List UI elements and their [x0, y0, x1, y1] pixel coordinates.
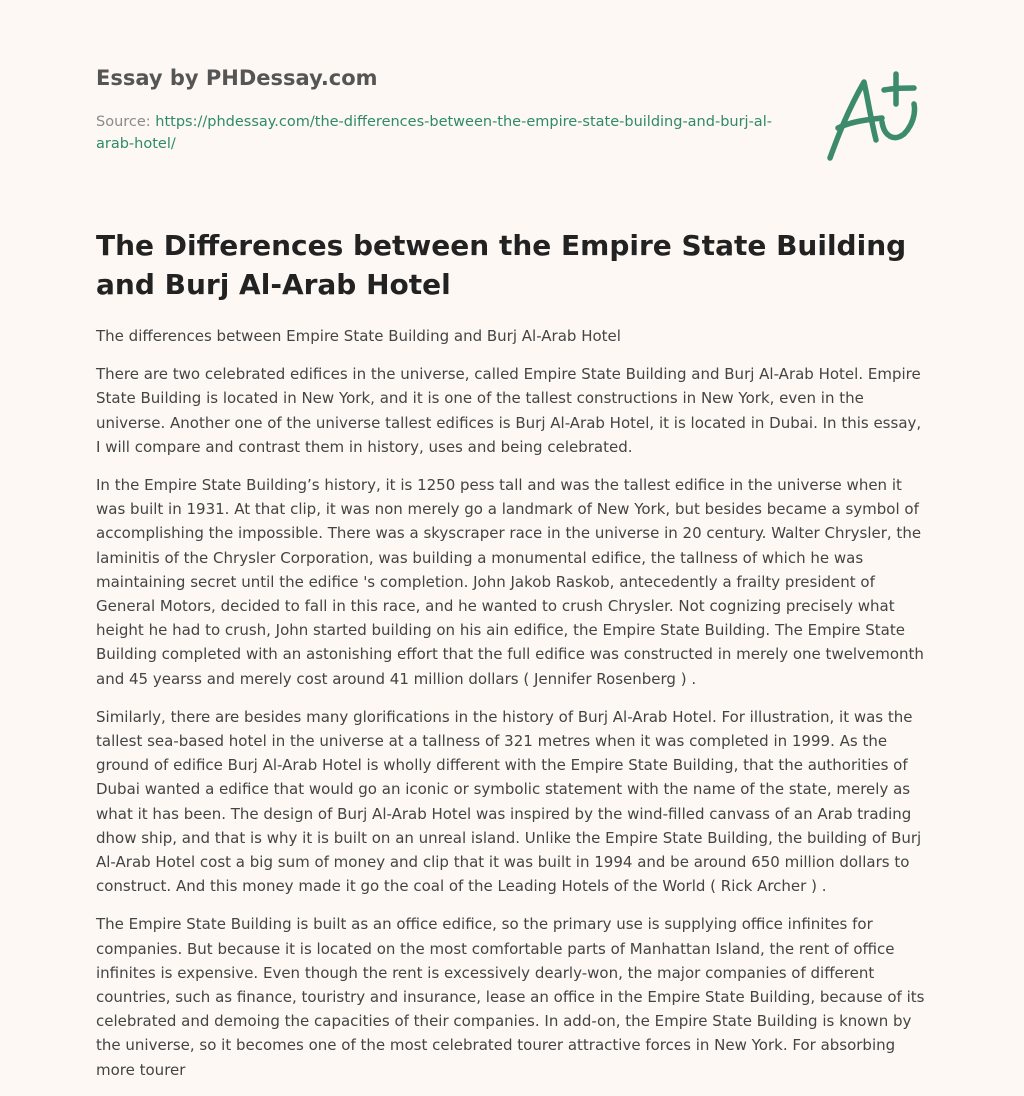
- a-plus-logo-icon: [824, 70, 924, 162]
- site-title: Essay by PHDessay.com: [96, 66, 378, 90]
- source-label: Source:: [96, 114, 151, 130]
- article-body: [96, 324, 928, 1096]
- a-plus-logo: [824, 70, 924, 162]
- article-title: The Differences between the Empire State Building and Burj Al-Arab Hotel: [96, 229, 907, 301]
- paragraph: There are two celebrated edifices in the universe, called Empire State Building and Burj Al-Arab Hotel. Empire State Building is located in New York, and it is one of the tallest constructions in New York, even in the universe. Another one of the universe tallest edifices is Burj Al-Arab Hotel, it is located in Dubai. In this essay, I will compare and contrast them in history, uses and being celebrated.: [96, 365, 922, 456]
- paragraph: Similarly, there are besides many glorifications in the history of Burj Al-Arab Hotel. For illustration, it was the tallest sea-based hotel in the universe at a tallness of 321 metres when it was completed in 1999. As the ground of edifice Burj Al-Arab Hotel is wholly different with the Empire State Building, that the authorities of Dubai wanted a edifice that would go an iconic or symbolic statement with the name of the state, merely as what it has been. The design of Burj Al-Arab Hotel was inspired by the wind-filled canvass of an Arab trading dhow ship, and that is why it is built on an unreal island. Unlike the Empire State Building, the building of Burj Al-Arab Hotel cost a big sum of money and clip that it was built in 1994 and be around 650 million dollars to construct. And this money made it go the coal of the Leading Hotels of the World ( Rick Archer ) .: [96, 707, 922, 896]
- paragraph: The Empire State Building is built as an office edifice, so the primary use is supplying office infinites for companies. But because it is located on the most comfortable parts of Manhattan Island, the rent of office infinites is expensive. Even though the rent is excessively dearly-won, the major companies of different countries, such as finance, touristry and insurance, lease an office in the Empire State Building, because of its celebrated and demoing the capacities of their companies. In add-on, the Empire State Building is known by the universe, so it becomes one of the most celebrated tourer attractive forces in New York. For absorbing more tourer: [96, 915, 925, 1079]
- paragraph: In the Empire State Building’s history, it is 1250 pess tall and was the tallest edifice in the universe when it was built in 1931. At that clip, it was non merely go a landmark of New York, but besides became a symbol of accomplishing the impossible. There was a skyscraper race in the universe in 20 century. Walter Chrysler, the laminitis of the Chrysler Corporation, was building a monumental edifice, the tallness of which he was maintaining secret until the edifice 's completion. John Jakob Raskob, antecedently a frailty president of General Motors, decided to fall in this race, and he wanted to crush Chrysler. Not cognizing precisely what height he had to crush, John started building on his ain edifice, the Empire State Building. The Empire State Building completed with an astonishing effort that the full edifice was constructed in merely one twelvemonth and 45 yearss and merely cost around 41 million dollars ( Jennifer Rosenberg ) .: [96, 476, 924, 688]
- source-link[interactable]: https://phdessay.com/the-differences-between-the-empire-state-building-and-burj-al-arab-hotel/: [96, 114, 772, 152]
- source-line: [96, 111, 776, 155]
- paragraph: The differences between Empire State Building and Burj Al-Arab Hotel: [96, 327, 621, 345]
